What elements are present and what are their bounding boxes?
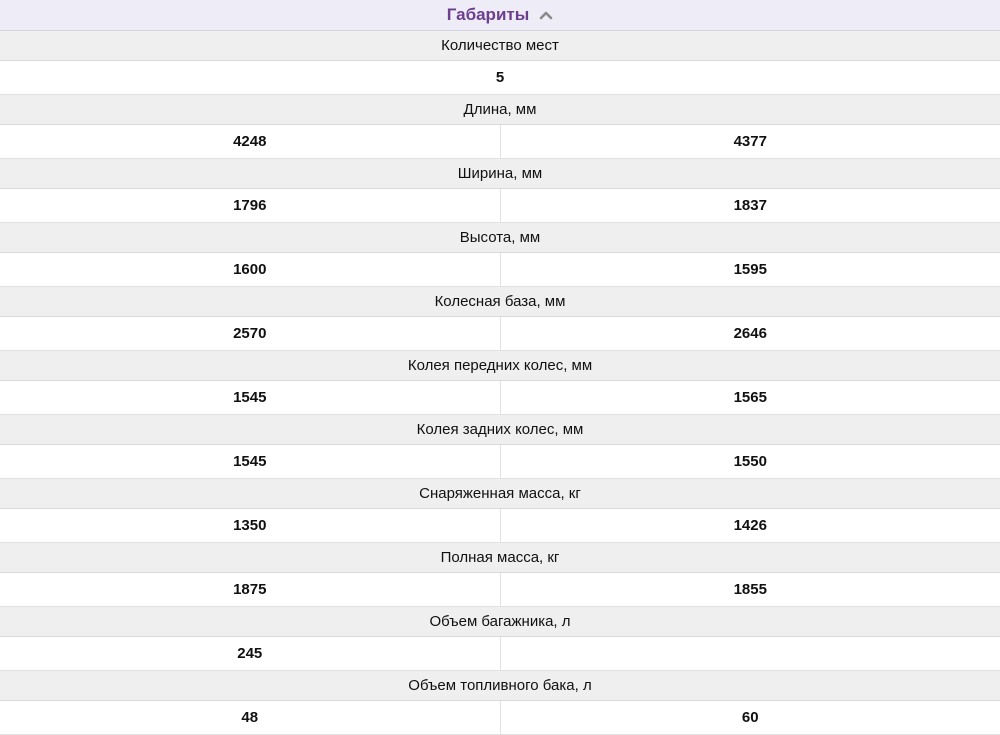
spec-value-right: 60 xyxy=(741,709,759,726)
spec-value-left: 4248 xyxy=(0,125,501,158)
spec-values-row xyxy=(0,701,1000,735)
spec-values-row xyxy=(0,637,1000,671)
spec-values-row xyxy=(0,189,1000,223)
spec-value-left: 1545 xyxy=(0,381,501,414)
spec-values-row xyxy=(0,125,1000,159)
spec-label: Колея передних колес, мм xyxy=(0,351,1000,381)
spec-value-right: 1426 xyxy=(733,517,767,534)
spec-value-right xyxy=(501,637,1000,670)
spec-values-row xyxy=(0,381,1000,415)
spec-label: Полная масса, кг xyxy=(0,543,1000,573)
spec-value-left: 48 xyxy=(0,701,501,734)
spec-table xyxy=(0,31,1000,735)
chevron-up-icon[interactable] xyxy=(539,10,553,20)
spec-value-right: 1550 xyxy=(733,453,767,470)
spec-value-right: 4377 xyxy=(733,133,767,150)
spec-values-row xyxy=(0,509,1000,543)
section-header-gabarity[interactable] xyxy=(0,0,1000,31)
spec-values-row xyxy=(0,317,1000,351)
spec-label: Снаряженная масса, кг xyxy=(0,479,1000,509)
section-title: Габариты xyxy=(446,5,530,24)
spec-label: Высота, мм xyxy=(0,223,1000,253)
spec-value-right: 1565 xyxy=(733,389,767,406)
spec-value-left: 245 xyxy=(0,637,501,670)
spec-value-right: 1837 xyxy=(733,197,767,214)
spec-label: Колесная база, мм xyxy=(0,287,1000,317)
spec-values-row xyxy=(0,573,1000,607)
spec-values-row xyxy=(0,253,1000,287)
spec-value-left: 1350 xyxy=(0,509,501,542)
spec-value-left: 1875 xyxy=(0,573,501,606)
spec-value-left: 2570 xyxy=(0,317,501,350)
spec-label: Объем топливного бака, л xyxy=(0,671,1000,701)
spec-value-right: 1855 xyxy=(733,581,767,598)
spec-value-left: 1796 xyxy=(0,189,501,222)
spec-label: Ширина, мм xyxy=(0,159,1000,189)
spec-label: Объем багажника, л xyxy=(0,607,1000,637)
spec-label: Колея задних колес, мм xyxy=(0,415,1000,445)
spec-values-row xyxy=(0,61,1000,95)
spec-value-right: 1595 xyxy=(733,261,767,278)
spec-value-right: 2646 xyxy=(733,325,767,342)
spec-label: Количество мест xyxy=(0,31,1000,61)
spec-values-row xyxy=(0,445,1000,479)
spec-value: 5 xyxy=(495,69,505,86)
spec-label: Длина, мм xyxy=(0,95,1000,125)
spec-value-left: 1545 xyxy=(0,445,501,478)
spec-value-left: 1600 xyxy=(0,253,501,286)
